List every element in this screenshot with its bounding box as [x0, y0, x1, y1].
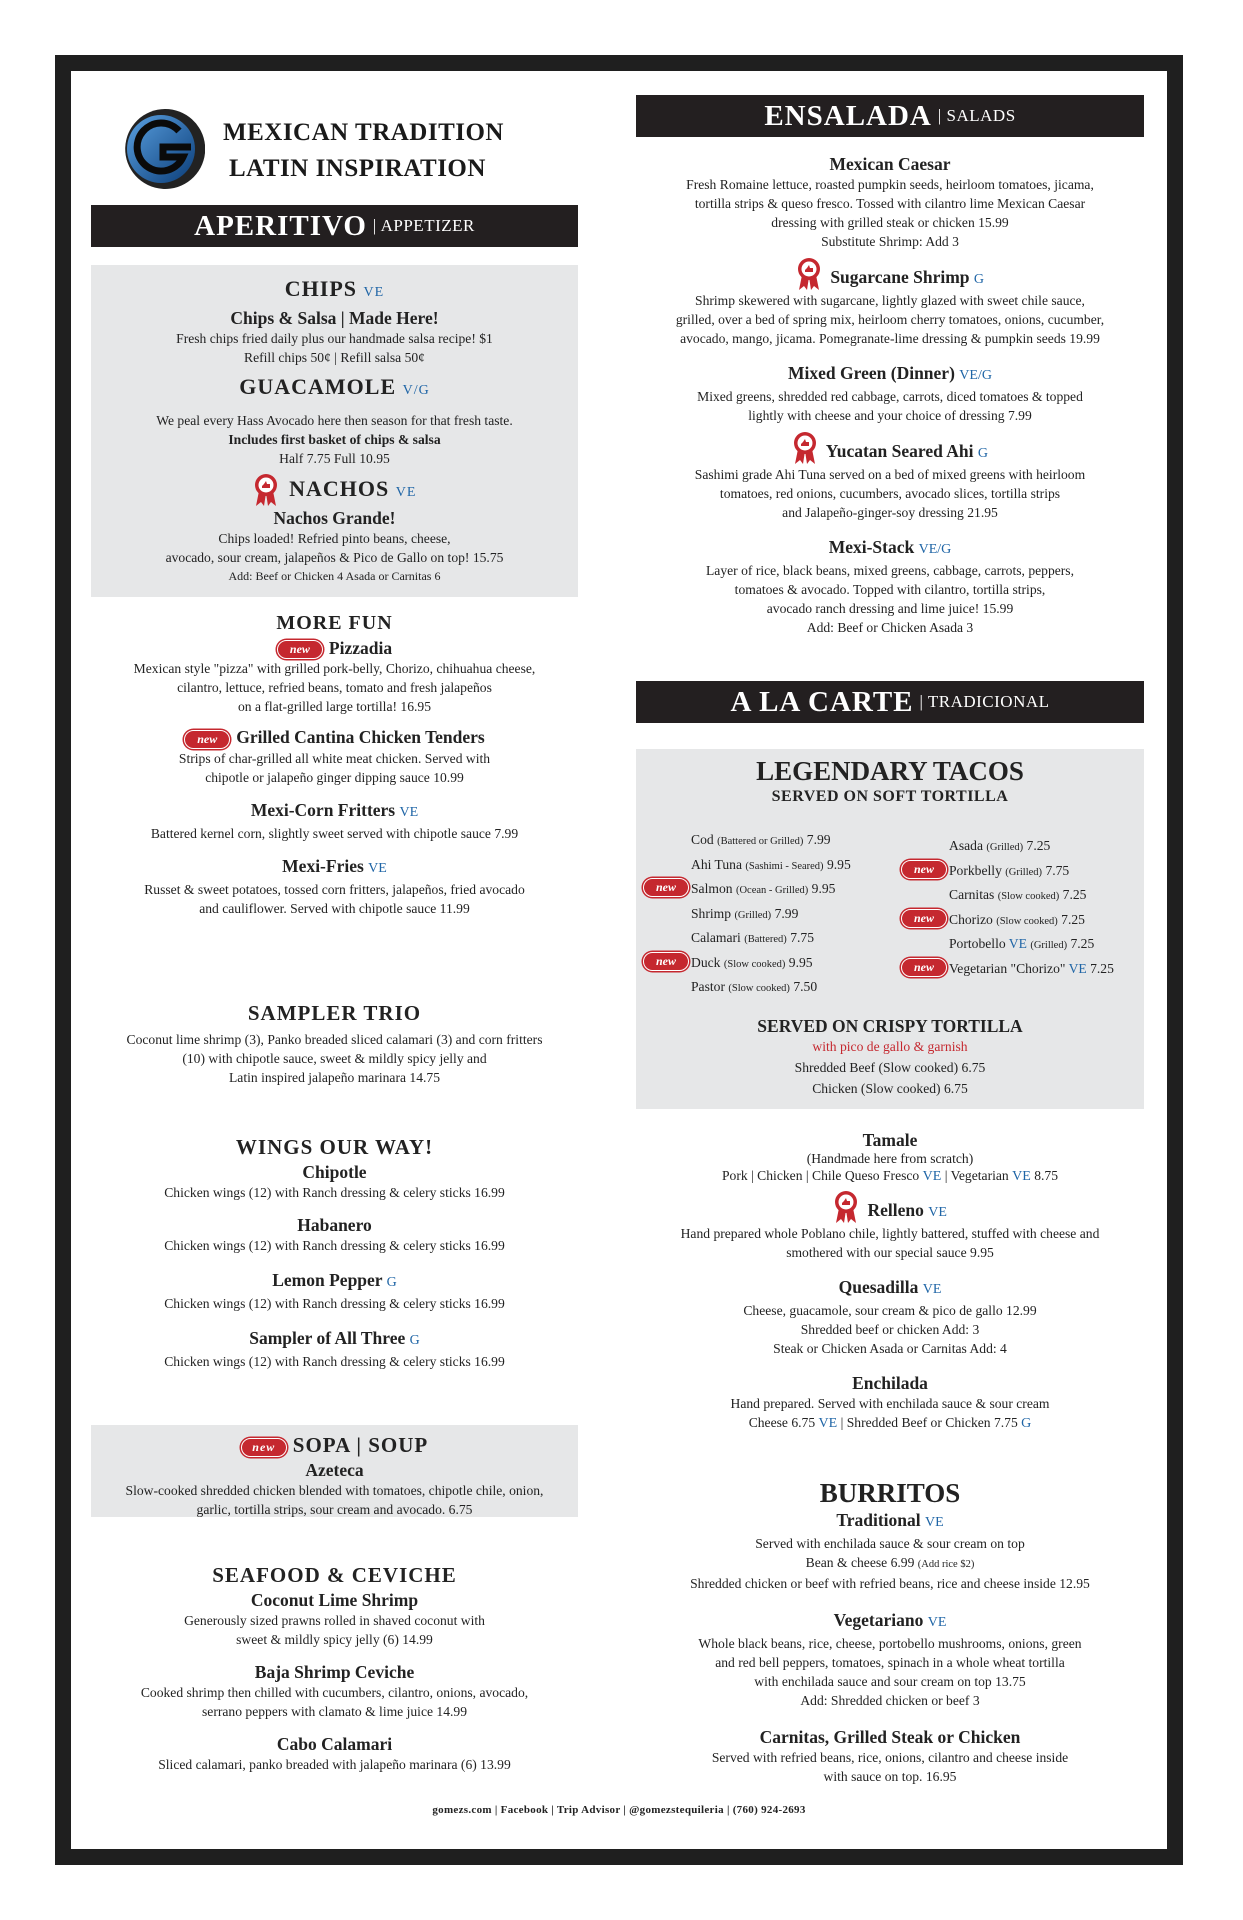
- taco-price: 7.99: [806, 832, 831, 847]
- enchilada-desc2b: | Shredded Beef or Chicken 7.75: [840, 1415, 1018, 1430]
- mixed-tag: VE/G: [959, 368, 992, 383]
- more-fun-section: [91, 609, 578, 918]
- guacamole-desc1: We peal every Hass Avocado here then season for that fresh taste.: [156, 413, 513, 428]
- enchilada-desc1: Hand prepared. Served with enchilada sauce & sour cream: [730, 1396, 1050, 1411]
- traditional-desc2-note: (Add rice $2): [917, 1559, 975, 1570]
- seafood-desc: serrano peppers with clamato & lime juice 14.99: [202, 1704, 467, 1719]
- taco-name: Pastor: [691, 979, 725, 994]
- taco-name: Chorizo: [949, 911, 993, 927]
- taco-row: [949, 884, 1149, 909]
- chips-title: CHIPS: [284, 276, 358, 301]
- seafood-name: Baja Shrimp Ceviche: [254, 1662, 415, 1682]
- sugarcane-desc3: avocado, mango, jicama. Pomegranate-lime dressing & pumpkin seeds 19.99: [680, 331, 1100, 346]
- taco-note: (Slow cooked): [728, 983, 790, 994]
- taco-name: Cod: [691, 832, 714, 847]
- tacos-left-list: [655, 829, 921, 1001]
- taco-note: (Ocean - Grilled): [735, 885, 809, 896]
- taco-price: 7.25: [1062, 887, 1087, 902]
- crispy-section: [636, 1015, 1144, 1098]
- taco-price: 7.25: [1070, 936, 1095, 951]
- taco-note: (Slow cooked): [996, 915, 1058, 927]
- sampler-desc2: (10) with chipotle sauce, sweet & mildly spicy jelly and: [182, 1051, 487, 1066]
- fries-desc1: Russet & sweet potatoes, tossed corn fritters, jalapeños, fried avocado: [144, 881, 525, 897]
- sampler-desc3: Latin inspired jalapeño marinara 14.75: [228, 1070, 440, 1085]
- seafood-desc: Generously sized prawns rolled in shaved coconut with: [184, 1613, 485, 1628]
- tacos-title: LEGENDARY TACOS: [756, 756, 1024, 786]
- vegetariano-name: Vegetariano: [833, 1610, 924, 1630]
- logo-line1: MEXICAN TRADITION: [223, 119, 504, 146]
- seafood-title: SEAFOOD & CEVICHE: [212, 1563, 457, 1587]
- taco-name: Vegetarian "Chorizo": [949, 960, 1066, 976]
- taco-price: 7.25: [1090, 960, 1114, 976]
- burritos-title: BURRITOS: [819, 1478, 961, 1508]
- ahi-name: Yucatan Seared Ahi: [825, 441, 974, 461]
- logo-line2: LATIN INSPIRATION: [229, 155, 486, 182]
- nachos-title: NACHOS: [289, 476, 390, 501]
- taco-price: 9.95: [811, 881, 836, 896]
- enchilada-tag: G: [1021, 1416, 1032, 1431]
- tamale-tag: VE: [922, 1169, 942, 1184]
- new-badge: new: [901, 909, 947, 928]
- seafood-desc: Cooked shrimp then chilled with cucumbers, cilantro, onions, avocado,: [140, 1685, 529, 1700]
- new-badge: new: [241, 1438, 287, 1457]
- appetizer-banner-title: APERITIVO: [194, 209, 367, 242]
- taco-row: [913, 860, 1149, 885]
- taco-row: [655, 952, 921, 977]
- vegetariano-desc1: Whole black beans, rice, cheese, portobello mushrooms, onions, green: [698, 1636, 1082, 1651]
- caesar-name: Mexican Caesar: [829, 154, 951, 174]
- carte-banner-subtitle: | TRADICIONAL: [919, 692, 1050, 711]
- sugarcane-tag: G: [973, 272, 985, 287]
- wing-desc: Chicken wings (12) with Ranch dressing & celery sticks 16.99: [164, 1296, 505, 1311]
- mixed-desc2: lightly with cheese and your choice of dressing 7.99: [748, 408, 1032, 423]
- salads-banner-subtitle: | SALADS: [937, 106, 1016, 125]
- tamale-price: 8.75: [1034, 1168, 1058, 1183]
- sugarcane-name: Sugarcane Shrimp: [830, 267, 970, 287]
- taco-price: 7.25: [1026, 838, 1051, 853]
- fritters-tag: VE: [399, 804, 419, 820]
- stack-desc4: Add: Beef or Chicken Asada 3: [806, 620, 974, 635]
- taco-tag: VE: [1008, 936, 1027, 951]
- traditional-desc1: Served with enchilada sauce & sour cream on top: [755, 1536, 1025, 1551]
- wing-name: Sampler of All Three: [249, 1328, 406, 1348]
- burritos-section: [636, 1477, 1144, 1786]
- guacamole-desc3: Half 7.75 Full 10.95: [279, 451, 390, 466]
- crispy-item: Shredded Beef (Slow cooked) 6.75: [794, 1060, 986, 1075]
- taco-note: (Slow cooked): [997, 891, 1060, 902]
- carte-banner: [636, 681, 1144, 723]
- fries-desc2: and cauliflower. Served with chipotle sauce 11.99: [199, 900, 470, 916]
- vegetariano-tag: VE: [927, 1615, 947, 1630]
- taco-note: (Battered or Grilled): [717, 836, 804, 847]
- salads-banner: [636, 95, 1144, 137]
- quesadilla-desc2: Shredded beef or chicken Add: 3: [800, 1322, 980, 1337]
- sampler-desc1: Coconut lime shrimp (3), Panko breaded sliced calamari (3) and corn fritters: [126, 1032, 543, 1047]
- wing-desc: Chicken wings (12) with Ranch dressing & celery sticks 16.99: [164, 1185, 505, 1200]
- enchilada-tag: VE: [818, 1416, 838, 1431]
- taco-tag: VE: [1068, 960, 1087, 976]
- stack-desc1: Layer of rice, black beans, mixed greens, cabbage, carrots, peppers,: [706, 563, 1074, 578]
- stack-tag: VE/G: [918, 542, 952, 557]
- award-ribbon-icon: [833, 1190, 859, 1224]
- taco-price: 9.95: [826, 856, 851, 872]
- taco-row: [913, 909, 1149, 934]
- wings-section: [91, 1133, 578, 1371]
- salads-banner-title: ENSALADA: [764, 99, 932, 132]
- seafood-section: [91, 1561, 578, 1774]
- taco-price: 7.25: [1061, 911, 1085, 927]
- wing-name: Chipotle: [302, 1162, 367, 1182]
- menu-frame: [55, 55, 1183, 1865]
- taco-note: (Grilled): [1030, 940, 1068, 951]
- caesar-desc1: Fresh Romaine lettuce, roasted pumpkin seeds, heirloom tomatoes, jicama,: [686, 177, 1094, 192]
- more-fun-title: MORE FUN: [276, 612, 393, 634]
- chips-desc1: Fresh chips fried daily plus our handmade salsa recipe! $1: [176, 331, 493, 346]
- sampler-section: [91, 999, 578, 1087]
- traditional-name: Traditional: [836, 1510, 921, 1530]
- ahi-desc2: tomatoes, red onions, cucumbers, avocado slices, tortilla strips: [719, 486, 1061, 501]
- chips-item: Chips & Salsa | Made Here!: [230, 308, 439, 328]
- relleno-desc1: Hand prepared whole Poblano chile, lightly battered, stuffed with cheese and: [680, 1226, 1100, 1241]
- salads-section: [636, 153, 1144, 637]
- taco-note: (Grilled): [734, 909, 772, 921]
- seafood-desc: sweet & mildly spicy jelly (6) 14.99: [236, 1632, 433, 1647]
- carnitas-desc1: Served with refried beans, rice, onions, cilantro and cheese inside: [711, 1750, 1069, 1765]
- taco-row: [949, 933, 1149, 958]
- taco-row: [655, 878, 921, 903]
- wing-name: Habanero: [297, 1215, 372, 1235]
- new-badge: new: [277, 640, 323, 659]
- taco-note: (Sashimi - Seared): [745, 860, 824, 872]
- ahi-desc1: Sashimi grade Ahi Tuna served on a bed of mixed greens with heirloom: [694, 467, 1086, 482]
- sugarcane-desc1: Shrimp skewered with sugarcane, lightly glazed with sweet chile sauce,: [695, 293, 1085, 308]
- pizzadia-desc1: Mexican style "pizza" with grilled pork-belly, Chorizo, chihuahua cheese,: [133, 661, 536, 677]
- taco-note: (Slow cooked): [723, 958, 786, 970]
- vegetariano-desc2: and red bell peppers, tomatoes, spinach in a whole wheat tortilla: [715, 1655, 1065, 1670]
- new-badge: new: [643, 878, 689, 897]
- soup-title: SOPA | SOUP: [292, 1433, 429, 1457]
- new-badge: new: [901, 958, 947, 977]
- taco-name: Salmon: [691, 881, 733, 896]
- tenders-desc1: Strips of char-grilled all white meat chicken. Served with: [178, 750, 491, 766]
- nachos-tag: VE: [395, 485, 417, 500]
- taco-price: 7.75: [790, 930, 814, 945]
- relleno-desc2: smothered with our special sauce 9.95: [786, 1245, 994, 1260]
- nachos-item: Nachos Grande!: [273, 508, 396, 528]
- fries-tag: VE: [368, 860, 387, 876]
- nachos-desc1: Chips loaded! Refried pinto beans, cheese,: [218, 531, 451, 546]
- wing-desc: Chicken wings (12) with Ranch dressing & celery sticks 16.99: [164, 1238, 505, 1253]
- caesar-desc2: tortilla strips & queso fresco. Tossed with cilantro lime Mexican Caesar: [694, 196, 1086, 211]
- seafood-name: Coconut Lime Shrimp: [250, 1590, 419, 1610]
- quesadilla-tag: VE: [922, 1282, 942, 1297]
- taco-row: [691, 829, 921, 854]
- quesadilla-name: Quesadilla: [838, 1277, 919, 1297]
- seafood-name: Cabo Calamari: [276, 1734, 393, 1754]
- tamale-line-b: | Vegetarian: [944, 1168, 1009, 1183]
- chips-tag: VE: [363, 285, 385, 300]
- soup-item: Azeteca: [305, 1460, 364, 1480]
- logo: [121, 99, 541, 199]
- taco-row: [691, 903, 921, 928]
- soup-desc1: Slow-cooked shredded chicken blended with tomatoes, chipotle chile, onion,: [125, 1483, 544, 1498]
- taco-name: Portobello: [949, 936, 1006, 951]
- taco-row: [691, 976, 921, 1001]
- relleno-tag: VE: [928, 1205, 947, 1220]
- traditional-desc2: Bean & cheese 6.99: [805, 1555, 915, 1570]
- soup-section: [91, 1431, 578, 1519]
- taco-row: [949, 835, 1149, 860]
- vegetariano-desc3: with enchilada sauce and sour cream on top 13.75: [754, 1674, 1026, 1689]
- guacamole-desc2: Includes first basket of chips & salsa: [228, 432, 441, 447]
- taco-row: [913, 958, 1149, 981]
- vegetariano-desc4: Add: Shredded chicken or beef 3: [800, 1693, 980, 1708]
- pizzadia-desc3: on a flat-grilled large tortilla! 16.95: [237, 699, 432, 715]
- taco-name: Duck: [691, 954, 721, 970]
- nachos-section: [91, 473, 578, 586]
- chips-section: [91, 275, 578, 367]
- pizzadia-desc2: cilantro, lettuce, refried beans, tomato and fresh jalapeños: [177, 680, 492, 696]
- tamale-line-a: Pork | Chicken | Chile Queso Fresco: [721, 1168, 920, 1183]
- sugarcane-desc2: grilled, over a bed of spring mix, heirloom cherry tomatoes, onions, cucumber,: [675, 312, 1105, 327]
- guacamole-title: GUACAMOLE: [239, 374, 397, 399]
- new-badge: new: [901, 860, 947, 879]
- ahi-tag: G: [977, 446, 989, 461]
- crispy-subtitle: with pico de gallo & garnish: [812, 1039, 968, 1054]
- caesar-desc4: Substitute Shrimp: Add 3: [821, 234, 959, 249]
- stack-name: Mexi-Stack: [828, 537, 915, 557]
- wing-tag: G: [409, 1333, 420, 1348]
- tenders-name: Grilled Cantina Chicken Tenders: [236, 727, 485, 748]
- caesar-desc3: dressing with grilled steak or chicken 15.99: [771, 215, 1009, 230]
- award-ribbon-icon: [792, 431, 818, 465]
- pizzadia-name: Pizzadia: [328, 638, 393, 658]
- seafood-desc: Sliced calamari, panko breaded with jalapeño marinara (6) 13.99: [158, 1757, 511, 1772]
- taco-price: 7.99: [774, 905, 799, 921]
- carnitas-desc2: with sauce on top. 16.95: [823, 1769, 957, 1784]
- traditional-desc3: Shredded chicken or beef with refried beans, rice and cheese inside 12.95: [690, 1576, 1090, 1591]
- wing-name: Lemon Pepper: [272, 1270, 383, 1290]
- fries-name: Mexi-Fries: [282, 855, 364, 876]
- wing-tag: G: [386, 1275, 397, 1290]
- award-ribbon-icon: [253, 473, 279, 507]
- tradicional-section: [636, 1129, 1144, 1433]
- tacos-subtitle: SERVED ON SOFT TORTILLA: [771, 788, 1009, 805]
- fritters-desc1: Battered kernel corn, slightly sweet served with chipotle sauce 7.99: [150, 825, 519, 841]
- taco-row: [691, 854, 921, 879]
- wings-title: WINGS OUR WAY!: [235, 1135, 434, 1159]
- taco-price: 7.75: [1045, 862, 1070, 878]
- guacamole-section: [91, 373, 578, 468]
- stack-desc2: tomatoes & avocado. Topped with cilantro, tortilla strips,: [734, 582, 1046, 597]
- taco-name: Asada: [949, 838, 983, 853]
- quesadilla-desc1: Cheese, guacamole, sour cream & pico de gallo 12.99: [743, 1303, 1037, 1318]
- ahi-desc3: and Jalapeño-ginger-soy dressing 21.95: [782, 505, 998, 520]
- taco-price: 7.50: [793, 979, 818, 994]
- stack-desc3: avocado ranch dressing and lime juice! 15.99: [766, 601, 1014, 616]
- taco-name: Shrimp: [691, 905, 732, 921]
- tamale-name: Tamale: [862, 1130, 918, 1150]
- taco-name: Ahi Tuna: [691, 856, 742, 872]
- relleno-name: Relleno: [867, 1200, 924, 1220]
- new-badge: new: [184, 730, 230, 749]
- tacos-right-list: [913, 835, 1149, 980]
- chips-desc2: Refill chips 50¢ | Refill salsa 50¢: [244, 350, 425, 365]
- crispy-title: SERVED ON CRISPY TORTILLA: [757, 1016, 1023, 1036]
- quesadilla-desc3: Steak or Chicken Asada or Carnitas Add: 4: [773, 1341, 1007, 1356]
- nachos-desc2: avocado, sour cream, jalapeños & Pico de Gallo on top! 15.75: [165, 550, 504, 565]
- tacos-header: [636, 755, 1144, 807]
- soup-desc2: garlic, tortilla strips, sour cream and avocado. 6.75: [196, 1502, 473, 1517]
- carnitas-name: Carnitas, Grilled Steak or Chicken: [759, 1727, 1021, 1747]
- mixed-name: Mixed Green (Dinner): [788, 363, 955, 383]
- carte-banner-title: A LA CARTE: [730, 685, 914, 718]
- guacamole-tag: V/G: [402, 383, 430, 398]
- enchilada-name: Enchilada: [852, 1373, 928, 1393]
- taco-row: [691, 927, 921, 952]
- sampler-title: SAMPLER TRIO: [247, 1001, 422, 1025]
- taco-name: Carnitas: [949, 887, 995, 902]
- tamale-sub: (Handmade here from scratch): [806, 1151, 974, 1166]
- tamale-tag: VE: [1012, 1169, 1031, 1184]
- traditional-tag: VE: [924, 1515, 944, 1530]
- wing-desc: Chicken wings (12) with Ranch dressing & celery sticks 16.99: [164, 1354, 505, 1369]
- appetizer-banner-subtitle: | APPETIZER: [372, 216, 475, 235]
- taco-price: 9.95: [788, 954, 813, 970]
- mixed-desc1: Mixed greens, shredded red cabbage, carrots, diced tomatoes & topped: [697, 389, 1083, 404]
- fritters-name: Mexi-Corn Fritters: [250, 799, 396, 820]
- taco-name: Calamari: [691, 930, 741, 945]
- crispy-item: Chicken (Slow cooked) 6.75: [812, 1081, 968, 1096]
- enchilada-desc2a: Cheese 6.75: [748, 1415, 816, 1430]
- taco-name: Porkbelly: [949, 862, 1002, 878]
- award-ribbon-icon: [796, 257, 822, 291]
- g-logo-icon: [121, 105, 209, 193]
- taco-note: (Grilled): [1005, 866, 1043, 878]
- appetizer-banner: [91, 205, 578, 247]
- tenders-desc2: chipotle or jalapeño ginger dipping sauce 10.99: [205, 769, 464, 785]
- footer-links: gomezs.com | Facebook | Trip Advisor | @gomezstequileria | (760) 924-2693: [432, 1804, 806, 1816]
- new-badge: new: [643, 952, 689, 971]
- taco-note: (Battered): [744, 934, 787, 945]
- taco-note: (Grilled): [986, 842, 1024, 853]
- nachos-add: Add: Beef or Chicken 4 Asada or Carnitas 6: [228, 569, 441, 583]
